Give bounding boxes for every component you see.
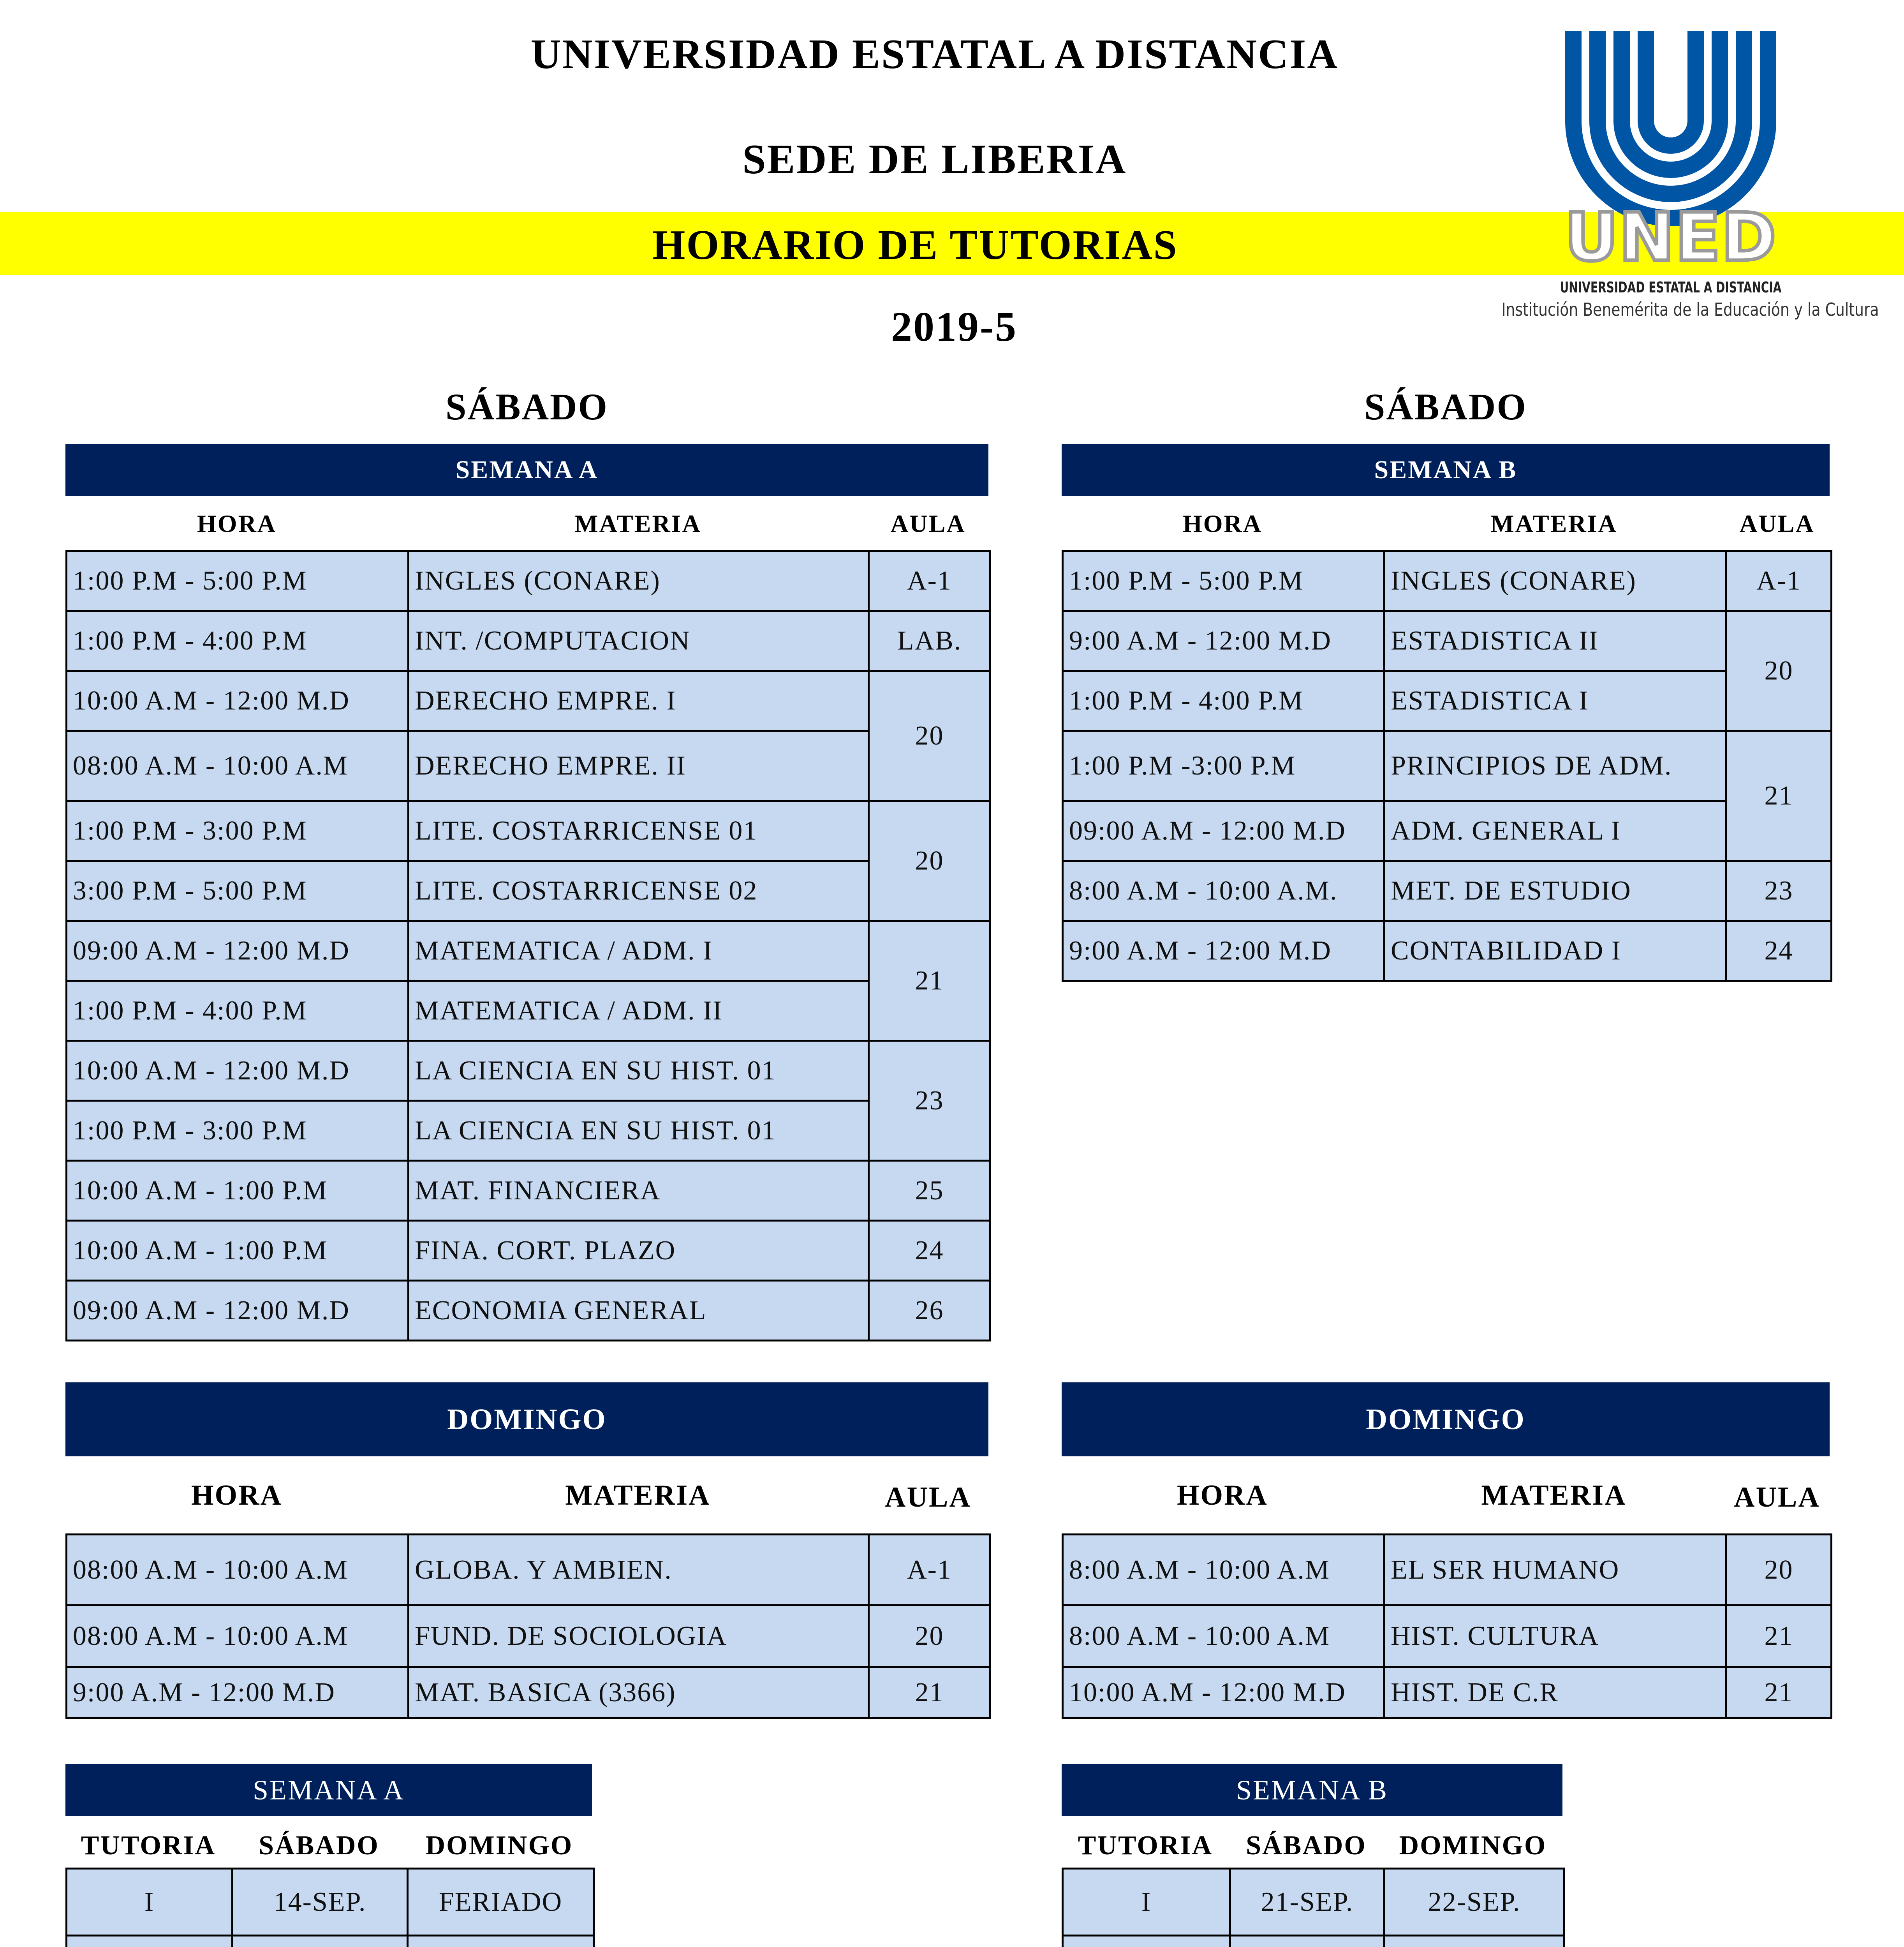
table-row [67, 981, 990, 1041]
calendar-b-table [1062, 1868, 1565, 1947]
saturday-a-hora-header: HORA [197, 510, 277, 537]
saturday-b-materia-header: MATERIA [1490, 510, 1617, 537]
hora-cell: 10:00 A.M - 12:00 M.D [1063, 1667, 1384, 1718]
table-row [1063, 1535, 1832, 1605]
materia-cell: DERECHO EMPRE. I [409, 671, 869, 731]
domingo-cell [1384, 1936, 1564, 1947]
hora-cell: 8:00 A.M - 10:00 A.M [1063, 1535, 1384, 1605]
aula-cell: 23 [1726, 861, 1832, 921]
materia-cell: FUND. DE SOCIOLOGIA [409, 1605, 869, 1667]
domingo-cell: 22-SEP. [1384, 1869, 1564, 1936]
saturday-b-hora-header: HORA [1183, 510, 1262, 537]
aula-cell: 26 [869, 1281, 990, 1341]
table-row [1063, 671, 1832, 731]
table-row [67, 1667, 990, 1718]
saturday-a-day-title: SÁBADO [445, 386, 609, 428]
table-row [67, 1041, 990, 1101]
hora-cell: 08:00 A.M - 10:00 A.M [67, 731, 409, 801]
aula-cell: 24 [1726, 921, 1832, 981]
calendar-b-tutoria-header: TUTORIA [1078, 1831, 1213, 1861]
aula-cell: 20 [869, 671, 990, 801]
table-row [67, 731, 990, 801]
sabado-cell [232, 1936, 408, 1947]
calendar-a-tutoria-header: TUTORIA [81, 1831, 216, 1861]
aula-cell: 20 [869, 1605, 990, 1667]
hora-cell: 1:00 P.M - 4:00 P.M [67, 611, 409, 671]
table-row [67, 1535, 990, 1605]
calendar-b-sabado-header: SÁBADO [1246, 1831, 1367, 1861]
uned-wordmark: UNED [1564, 199, 1777, 276]
logo-subtitle: UNIVERSIDAD ESTATAL A DISTANCIA [1560, 279, 1782, 296]
materia-cell: LITE. COSTARRICENSE 02 [409, 861, 869, 921]
sabado-cell [1230, 1936, 1384, 1947]
hora-cell: 1:00 P.M - 5:00 P.M [67, 551, 409, 611]
hora-cell: 8:00 A.M - 10:00 A.M [1063, 1605, 1384, 1667]
schedule-title: HORARIO DE TUTORIAS [652, 222, 1178, 268]
sunday-a-day-bar: DOMINGO [65, 1382, 988, 1456]
table-row [67, 1221, 990, 1281]
table-row [1063, 611, 1832, 671]
calendar-a-sabado-header: SÁBADO [259, 1831, 379, 1861]
saturday-a-aula-header: AULA [890, 510, 966, 537]
calendar-b-week-bar: SEMANA B [1062, 1764, 1562, 1816]
table-row [67, 921, 990, 981]
sunday-a-hora-header: HORA [191, 1479, 282, 1511]
tutoria-cell: I [67, 1869, 232, 1936]
aula-cell: A-1 [869, 551, 990, 611]
table-row [67, 1605, 990, 1667]
uned-arches-icon [1495, 8, 1846, 226]
table-row [1063, 1869, 1564, 1936]
materia-cell: MAT. FINANCIERA [409, 1161, 869, 1221]
university-title: UNIVERSIDAD ESTATAL A DISTANCIA [530, 31, 1339, 77]
materia-cell: ADM. GENERAL I [1384, 801, 1726, 861]
aula-cell: 25 [869, 1161, 990, 1221]
materia-cell: ESTADISTICA I [1384, 671, 1726, 731]
table-row [67, 671, 990, 731]
materia-cell: MAT. BASICA (3366) [409, 1667, 869, 1718]
hora-cell: 1:00 P.M - 3:00 P.M [67, 801, 409, 861]
materia-cell: PRINCIPIOS DE ADM. [1384, 731, 1726, 801]
table-row [67, 1936, 594, 1947]
materia-cell: LA CIENCIA EN SU HIST. 01 [409, 1101, 869, 1161]
aula-cell: 23 [869, 1041, 990, 1161]
aula-cell: 24 [869, 1221, 990, 1281]
table-row [67, 801, 990, 861]
aula-cell: A-1 [869, 1535, 990, 1605]
aula-cell: 20 [1726, 611, 1832, 731]
saturday-b-table [1062, 550, 1832, 982]
aula-cell: 20 [1726, 1535, 1832, 1605]
materia-cell: DERECHO EMPRE. II [409, 731, 869, 801]
hora-cell: 10:00 A.M - 1:00 P.M [67, 1161, 409, 1221]
table-row [67, 1101, 990, 1161]
sunday-b-table [1062, 1533, 1832, 1719]
aula-cell: A-1 [1726, 551, 1832, 611]
period-title: 2019-5 [891, 304, 1017, 350]
hora-cell: 08:00 A.M - 10:00 A.M [67, 1535, 409, 1605]
sunday-a-materia-header: MATERIA [565, 1479, 711, 1511]
saturday-b-aula-header: AULA [1739, 510, 1815, 537]
materia-cell: LITE. COSTARRICENSE 01 [409, 801, 869, 861]
table-row [67, 861, 990, 921]
sunday-a-aula-header: AULA [885, 1481, 971, 1513]
hora-cell: 1:00 P.M - 3:00 P.M [67, 1101, 409, 1161]
table-row [67, 1161, 990, 1221]
materia-cell: LA CIENCIA EN SU HIST. 01 [409, 1041, 869, 1101]
hora-cell: 3:00 P.M - 5:00 P.M [67, 861, 409, 921]
tutoria-cell [67, 1936, 232, 1947]
hora-cell: 10:00 A.M - 1:00 P.M [67, 1221, 409, 1281]
hora-cell: 9:00 A.M - 12:00 M.D [67, 1667, 409, 1718]
aula-cell: 21 [1726, 1667, 1832, 1718]
table-row [1063, 1605, 1832, 1667]
sunday-b-materia-header: MATERIA [1481, 1479, 1627, 1511]
calendar-a-domingo-header: DOMINGO [425, 1831, 573, 1861]
hora-cell: 10:00 A.M - 12:00 M.D [67, 1041, 409, 1101]
hora-cell: 09:00 A.M - 12:00 M.D [1063, 801, 1384, 861]
saturday-a-table [65, 550, 991, 1341]
domingo-cell [408, 1936, 594, 1947]
materia-cell: ECONOMIA GENERAL [409, 1281, 869, 1341]
materia-cell: MATEMATICA / ADM. II [409, 981, 869, 1041]
domingo-cell: FERIADO [408, 1869, 594, 1936]
campus-title: SEDE DE LIBERIA [742, 136, 1127, 183]
table-row [67, 1281, 990, 1341]
hora-cell: 9:00 A.M - 12:00 M.D [1063, 611, 1384, 671]
calendar-b-domingo-header: DOMINGO [1399, 1831, 1547, 1861]
sunday-b-hora-header: HORA [1177, 1479, 1268, 1511]
hora-cell: 08:00 A.M - 10:00 A.M [67, 1605, 409, 1667]
table-row [67, 1869, 594, 1936]
hora-cell: 09:00 A.M - 12:00 M.D [67, 1281, 409, 1341]
saturday-b-day-title: SÁBADO [1364, 386, 1527, 428]
saturday-b-week-bar: SEMANA B [1062, 444, 1830, 496]
table-row [1063, 921, 1832, 981]
materia-cell: HIST. CULTURA [1384, 1605, 1726, 1667]
calendar-a-week-bar: SEMANA A [65, 1764, 592, 1816]
table-row [67, 551, 990, 611]
table-row [67, 611, 990, 671]
aula-cell: 21 [869, 1667, 990, 1718]
sunday-b-day-bar: DOMINGO [1062, 1382, 1830, 1456]
logo-tagline: Institución Benemérita de la Educación y la Cultura [1501, 299, 1879, 320]
saturday-a-week-bar: SEMANA A [65, 444, 988, 496]
materia-cell: CONTABILIDAD I [1384, 921, 1726, 981]
hora-cell: 1:00 P.M -3:00 P.M [1063, 731, 1384, 801]
aula-cell: 21 [869, 921, 990, 1041]
hora-cell: 09:00 A.M - 12:00 M.D [67, 921, 409, 981]
sunday-b-aula-header: AULA [1734, 1481, 1820, 1513]
sunday-a-table [65, 1533, 991, 1719]
materia-cell: MATEMATICA / ADM. I [409, 921, 869, 981]
materia-cell: INGLES (CONARE) [409, 551, 869, 611]
hora-cell: 1:00 P.M - 5:00 P.M [1063, 551, 1384, 611]
aula-cell: 21 [1726, 731, 1832, 861]
sabado-cell: 14-SEP. [232, 1869, 408, 1936]
table-row [1063, 1936, 1564, 1947]
materia-cell: INGLES (CONARE) [1384, 551, 1726, 611]
hora-cell: 8:00 A.M - 10:00 A.M. [1063, 861, 1384, 921]
aula-cell: 20 [869, 801, 990, 921]
tutoria-cell: I [1063, 1869, 1230, 1936]
table-row [1063, 801, 1832, 861]
saturday-a-materia-header: MATERIA [574, 510, 701, 537]
materia-cell: HIST. DE C.R [1384, 1667, 1726, 1718]
materia-cell: MET. DE ESTUDIO [1384, 861, 1726, 921]
hora-cell: 10:00 A.M - 12:00 M.D [67, 671, 409, 731]
tutoria-cell [1063, 1936, 1230, 1947]
table-row [1063, 1667, 1832, 1718]
materia-cell: INT. /COMPUTACION [409, 611, 869, 671]
table-row [1063, 861, 1832, 921]
materia-cell: EL SER HUMANO [1384, 1535, 1726, 1605]
hora-cell: 1:00 P.M - 4:00 P.M [1063, 671, 1384, 731]
table-row [1063, 551, 1832, 611]
uned-logo [1495, 8, 1879, 327]
calendar-a-table [65, 1868, 595, 1947]
sabado-cell: 21-SEP. [1230, 1869, 1384, 1936]
aula-cell: LAB. [869, 611, 990, 671]
materia-cell: GLOBA. Y AMBIEN. [409, 1535, 869, 1605]
hora-cell: 1:00 P.M - 4:00 P.M [67, 981, 409, 1041]
aula-cell: 21 [1726, 1605, 1832, 1667]
hora-cell: 9:00 A.M - 12:00 M.D [1063, 921, 1384, 981]
materia-cell: FINA. CORT. PLAZO [409, 1221, 869, 1281]
table-row [1063, 731, 1832, 801]
materia-cell: ESTADISTICA II [1384, 611, 1726, 671]
